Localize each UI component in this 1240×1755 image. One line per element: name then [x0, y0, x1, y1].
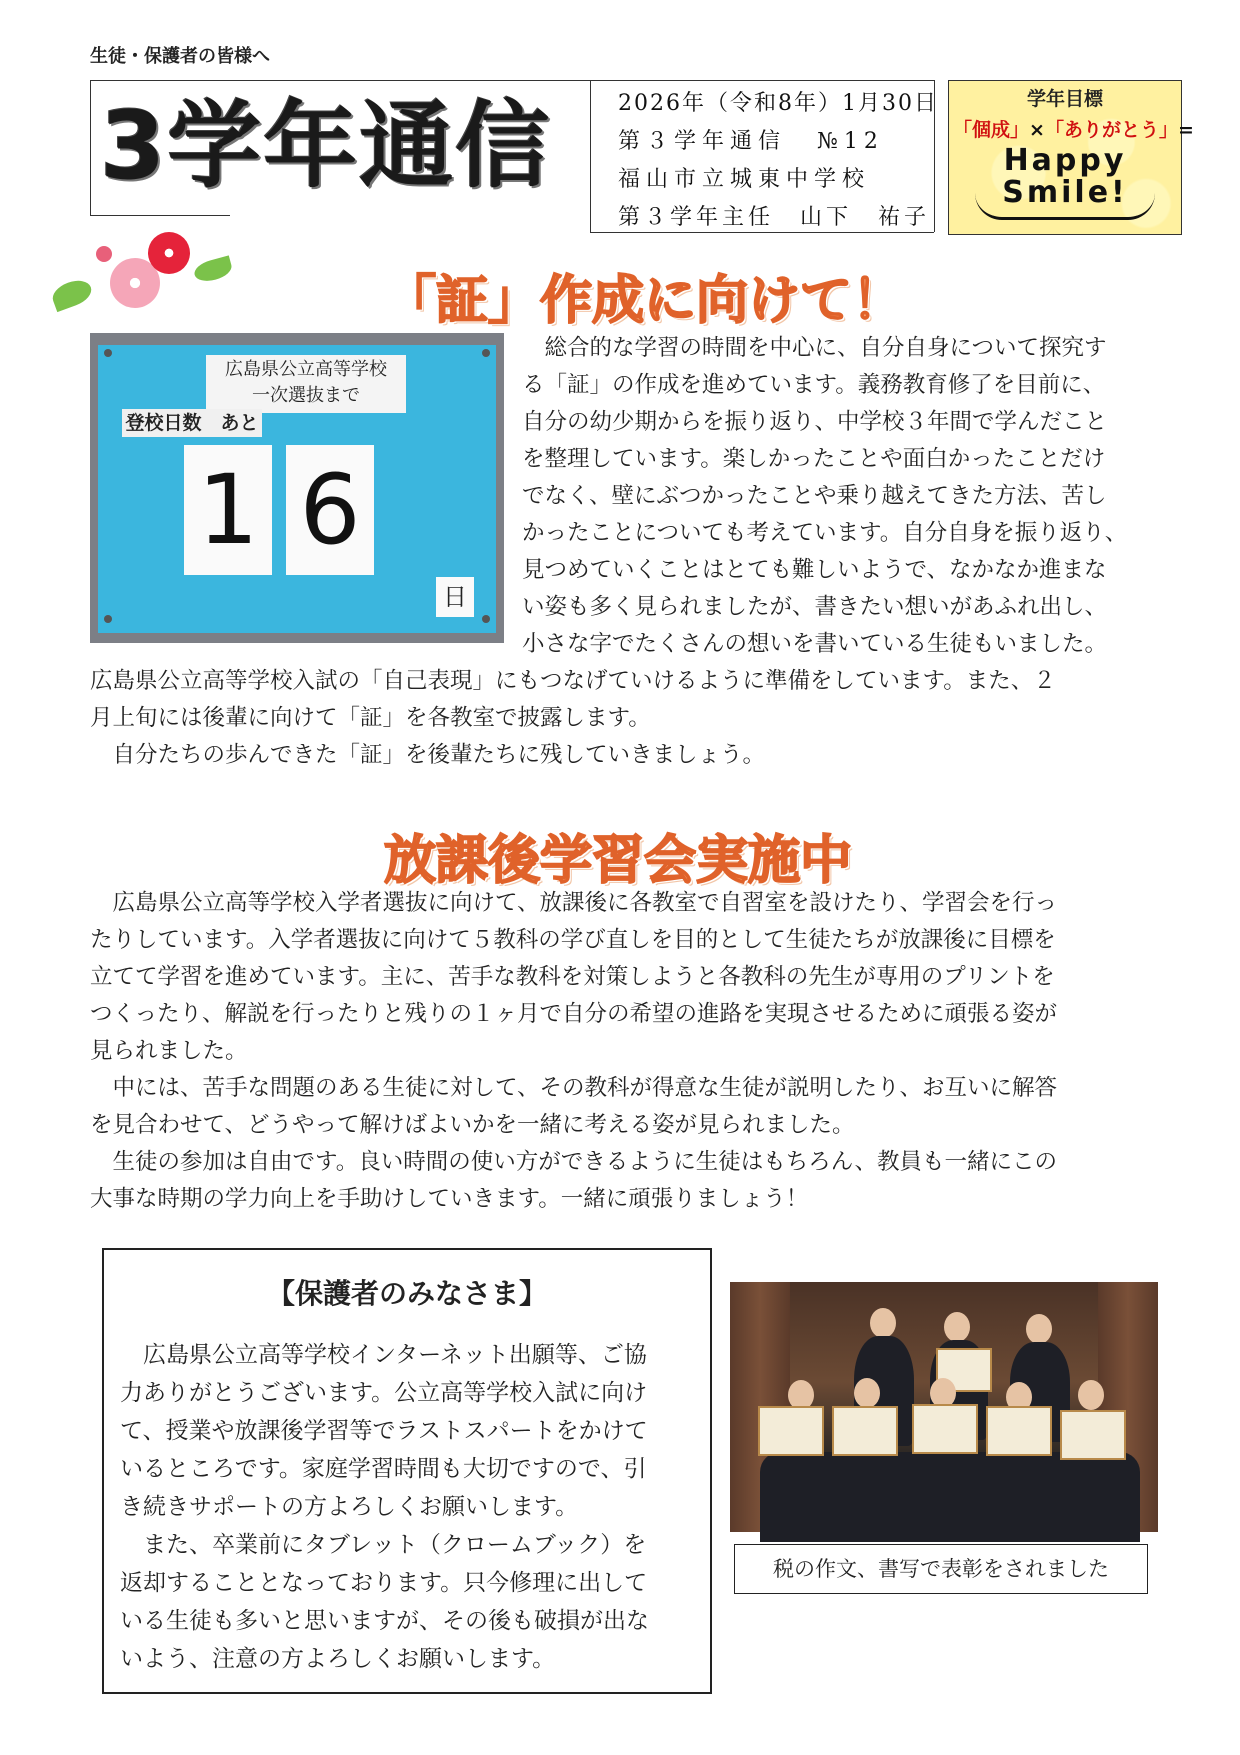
goal-title: 学年目標 [1026, 88, 1103, 110]
guardians-text: 広島県公立高等学校インターネット出願等、ご協 力ありがとうございます。公立高等学校入試に向け て、授業や放課後学習等でラストスパートをかけて いるところです。家庭学習時間も大切ですので、引 き続きサポートの方よろしくお願いします。 また、卒業前にタブレット（クロームブック）を 返却することとなっております。只今修理に出して いる生徒も多いと思いますが、その後も破損が出な いよう、注意の方よろしくお願いします。 [120, 1342, 649, 1672]
school-name: 福山市立城東中学校 [618, 167, 871, 192]
goal-phrase [953, 115, 1194, 142]
countdown-board [98, 345, 496, 633]
countdown-digit-1: 1 [184, 445, 272, 575]
goal-word-2: 「ありがとう」 [1044, 119, 1178, 141]
countdown-label-days: 登校日数 あと [122, 409, 262, 437]
countdown-digit-2: 6 [286, 445, 374, 575]
award-photo-caption: 税の作文、書写で表彰をされました [734, 1544, 1148, 1594]
header-divider [590, 80, 591, 232]
award-photo [730, 1282, 1158, 1532]
section1-title: 「証」作成に向けて！ [384, 271, 905, 331]
grade-goal-box [948, 80, 1194, 235]
header-frame-bottom [90, 215, 230, 216]
guardians-title: 【保護者のみなさま】 [266, 1277, 547, 1310]
issue-label: 第３学年通信 [618, 129, 787, 154]
issue-number: №12 [817, 129, 884, 154]
plum-blossom-icon [48, 228, 228, 320]
countdown-label-school: 広島県公立高等学校 一次選抜まで [206, 355, 406, 413]
addressee: 生徒・保護者の皆様へ [90, 46, 270, 67]
goal-equals: = [1177, 119, 1194, 141]
countdown-unit: 日 [436, 577, 474, 617]
goal-word-1: 「個成」 [953, 119, 1030, 141]
smile-arc-icon [975, 193, 1155, 220]
goal-times: × [1029, 119, 1045, 141]
section2-title: 放課後学習会実施中 [384, 831, 853, 891]
issue-date: 2026年（令和8年）1月30日 [618, 91, 938, 116]
section1-paragraph-cont: 広島県公立高等学校入試の「自己表現」にもつなげていけるように準備をしています。また、２ 月上旬には後輩に向けて「証」を各教室で披露します。 自分たちの歩んできた「証」を後輩たちに残していきましょう。 [90, 668, 1056, 768]
goal-happy: Happy [1003, 143, 1127, 178]
guardians-notice-box [102, 1248, 712, 1694]
issue-number-line [618, 124, 884, 155]
newsletter-title: 3学年通信 [100, 92, 552, 201]
section2-paragraph: 広島県公立高等学校入学者選抜に向けて、放課後に各教室で自習室を設けたり、学習会を行っ たりしています。入学者選抜に向けて５教科の学び直しを目的として生徒たちが放課後に目標を 立てて学習を進めています。主に、苦手な教科を対策しようと各教科の先生が専用のプリントを つくったり、解説を行ったりと残りの１ヶ月で自分の希望の進路を実現させるために頑張る姿が 見られました。 中には、苦手な問題のある生徒に対して、その教科が得意な生徒が説明したり、お互いに解答 を見合わせて、どうやって解けばよいかを一緒に考える姿が見られました。 生徒の参加は自由です。良い時間の使い方ができるように生徒はもちろん、教員も一緒にこの 大事な時期の学力向上を手助けしていきます。一緒に頑張りましょう！ [90, 890, 1058, 1212]
teacher-name: 第３学年主任 山下 祐子 [618, 205, 931, 230]
goal-smile: Smile! [1002, 174, 1128, 210]
section1-paragraph: 総合的な学習の時間を中心に、自分自身について探究す る「証」の作成を進めています。義務教育修了を目前に、 自分の幼少期からを振り返り、中学校３年間で学んだこと を整理しています。楽しかったことや面白かったことだけ でなく、壁にぶつかったことや乗り越えてきた方法、苦し かったことについても考えています。自分自身を振り返り、 見つめていくことはとても難しいようで、なかなか進まな い姿も多く見られましたが、書きたい想いがあふれ出し、 小さな字でたくさんの想いを書いている生徒もいました。 [522, 335, 1128, 657]
header-info-underline [590, 232, 934, 233]
countdown-photo [90, 333, 504, 643]
header-frame-left [90, 80, 91, 215]
